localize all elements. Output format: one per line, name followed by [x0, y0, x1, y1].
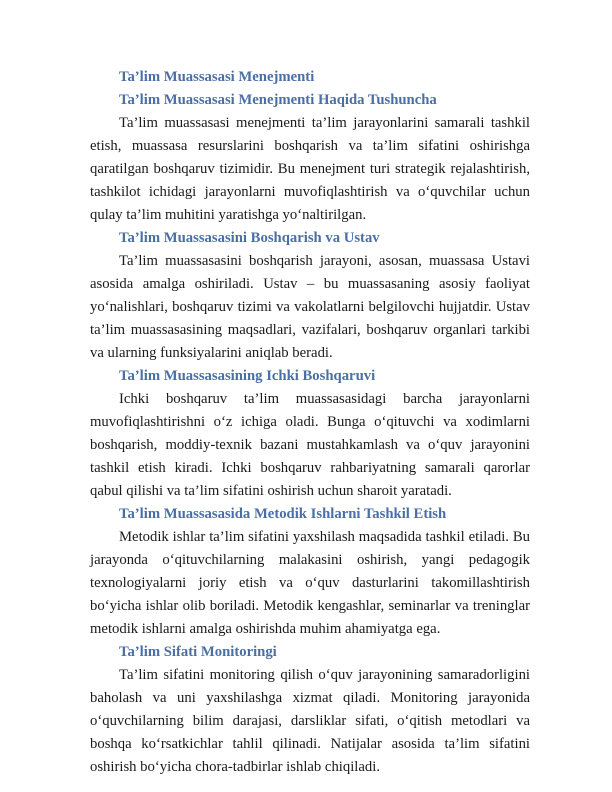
section-body-3: Ichki boshqaruv ta’lim muassasasidagi barcha jarayonlarni muvofiqlashtirishni o‘z ichiga oladi. Bunga o‘qituvchi va xodimlarni boshqarish, moddiy-texnik bazani mustahkamlash va o‘quv jarayonini tashkil etish kiradi. Ichki boshqaruv rahbariyatning samarali qarorlar qabul qilishi va ta’lim sifatini oshirish uchun sharoit yaratadi.	[90, 391, 530, 499]
section-body-4: Metodik ishlar ta’lim sifatini yaxshilash maqsadida tashkil etiladi. Bu jarayonda o‘qituvchilarning malakasini oshirish, yangi pedagogik texnologiyalarni joriy etish va o‘quv dasturlarini takomillashtirish bo‘yicha ishlar olib boriladi. Metodik kengashlar, seminarlar va treninglar metodik ishlarni amalga oshirishda muhim ahamiyatga ega.	[90, 529, 530, 637]
document-title: Ta’lim Muassasasi Menejmenti	[119, 69, 315, 85]
document-page	[90, 66, 530, 779]
section-heading-2: Ta’lim Muassasasini Boshqarish va Ustav	[119, 230, 380, 246]
section-heading-5: Ta’lim Sifati Monitoringi	[119, 644, 277, 660]
section-heading-1: Ta’lim Muassasasi Menejmenti Haqida Tushuncha	[119, 92, 437, 108]
section-body-5: Ta’lim sifatini monitoring qilish o‘quv jarayonining samaradorligini baholash va uni yaxshilashga xizmat qiladi. Monitoring jarayonida o‘quvchilarning bilim darajasi, darsliklar sifati, o‘qitish metodlari va boshqa ko‘rsatkichlar tahlil qilinadi. Natijalar asosida ta’lim sifatini oshirish bo‘yicha chora-tadbirlar ishlab chiqiladi.	[90, 667, 530, 775]
section-heading-3: Ta’lim Muassasasining Ichki Boshqaruvi	[119, 368, 376, 384]
section-body-2: Ta’lim muassasasini boshqarish jarayoni, asosan, muassasa Ustavi asosida amalga oshiriladi. Ustav – bu muassasaning asosiy faoliyat yo‘nalishlari, boshqaruv tizimi va vakolatlarni belgilovchi hujjatdir. Ustav ta’lim muassasasining maqsadlari, vazifalari, boshqaruv organlari tarkibi va ularning funksiyalarini aniqlab beradi.	[90, 253, 530, 361]
section-body-1: Ta’lim muassasasi menejmenti ta’lim jarayonlarini samarali tashkil etish, muassasa resurslarini boshqarish va ta’lim sifatini oshirishga qaratilgan boshqaruv tizimidir. Bu menejment turi strategik rejalashtirish, tashkilot ichidagi jarayonlarni muvofiqlashtirish va o‘quvchilar uchun qulay ta’lim muhitini yaratishga yo‘naltirilgan.	[90, 115, 530, 223]
section-heading-4: Ta’lim Muassasasida Metodik Ishlarni Tashkil Etish	[119, 506, 447, 522]
